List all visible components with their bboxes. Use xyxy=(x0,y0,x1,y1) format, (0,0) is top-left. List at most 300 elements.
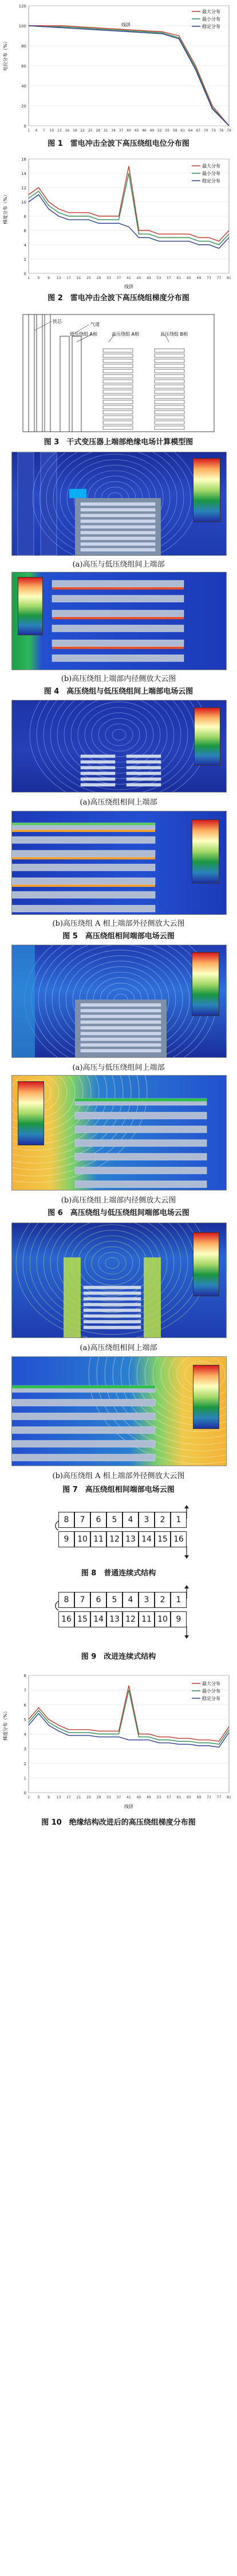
fig10-xtick-label: 45 xyxy=(136,1795,141,1799)
fig6a-color-legend xyxy=(192,952,219,1016)
fig2-xtick-label: 53 xyxy=(156,276,161,280)
equipotential-line xyxy=(105,724,133,746)
fig10-svg xyxy=(0,1670,237,1813)
winding-disc xyxy=(155,416,184,419)
winding-disc xyxy=(12,837,155,843)
fig2-ytick-label: 12 xyxy=(21,186,26,190)
winding-disc xyxy=(103,395,133,399)
winding-disc xyxy=(81,548,155,551)
fig3-label-hv-a: 高压绕组 A相 xyxy=(112,332,140,337)
high-field-band xyxy=(75,1098,207,1101)
fig10-ytick-label: 5 xyxy=(23,1717,26,1722)
fig1-xtick-label: 64 xyxy=(188,129,193,133)
fig2-xlabel: 线饼 xyxy=(124,284,133,289)
winding-disc xyxy=(84,1326,141,1329)
equipotential-line xyxy=(37,700,202,792)
winding-disc xyxy=(155,354,184,357)
fig3-diagram xyxy=(17,309,220,435)
winding-disc xyxy=(103,349,133,352)
equipotential-line xyxy=(78,702,160,767)
high-field-band xyxy=(12,885,155,887)
fig9-svg xyxy=(0,1584,237,1647)
fig1-xtick-label: 13 xyxy=(57,129,62,133)
winding-disc xyxy=(81,1044,161,1046)
winding-disc xyxy=(84,1303,141,1306)
winding-disc-number: 8 xyxy=(58,1592,74,1608)
winding-disc xyxy=(12,1454,155,1461)
equipotential-line xyxy=(98,718,140,751)
fig5a-field-plot xyxy=(11,700,227,793)
fig2-xtick-label: 37 xyxy=(116,276,121,280)
fig10-ytick-label: 4 xyxy=(23,1732,26,1737)
fig5-caption: 图 5 高压绕组相间端部电场云图 xyxy=(62,932,175,941)
winding-disc xyxy=(155,400,184,404)
winding-disc-number: 11 xyxy=(90,1531,106,1547)
winding-disc-number: 1 xyxy=(171,1592,187,1608)
fig10-ytick-label: 0 xyxy=(23,1791,26,1795)
fig7a-color-legend xyxy=(193,1232,219,1296)
winding-disc xyxy=(81,1049,161,1052)
fig1-xtick-label: 10 xyxy=(49,129,54,133)
fig1-ylabel: 电位分布（%） xyxy=(3,39,8,71)
fig2-xtick-label: 5 xyxy=(37,276,40,280)
fig1-xtick-label: 1 xyxy=(27,129,30,133)
fig10-legend-max: 最大分布 xyxy=(202,1681,220,1686)
fig7-caption: 图 7 高压绕组相间端部电场云图 xyxy=(62,1486,175,1494)
winding-disc xyxy=(81,508,155,511)
fig1-legend-min: 最小分布 xyxy=(202,17,220,22)
fig10-ytick-label: 1 xyxy=(23,1776,26,1781)
winding-disc-number: 6 xyxy=(90,1592,106,1608)
fig1-xtick-label: 19 xyxy=(72,129,77,133)
fig10-xtick-label: 33 xyxy=(106,1795,111,1799)
winding-disc xyxy=(52,595,184,602)
fig10-xtick-label: 9 xyxy=(48,1795,50,1799)
fig10-ytick-label: 8 xyxy=(23,1674,26,1678)
winding-disc xyxy=(75,1112,207,1119)
fig4a-field-plot xyxy=(11,452,227,556)
winding-disc-number: 8 xyxy=(58,1512,74,1528)
equipotential-line xyxy=(57,700,181,784)
fig10-xtick-label: 61 xyxy=(176,1795,181,1799)
fig1-xtick-label: 58 xyxy=(172,129,177,133)
fig2-xtick-label: 13 xyxy=(56,276,61,280)
fig2-ytick-label: 2 xyxy=(23,257,26,262)
winding-disc xyxy=(12,878,155,885)
winding-disc xyxy=(84,1309,141,1312)
fig1-ytick-label: 80 xyxy=(21,44,26,49)
fig4a-color-legend xyxy=(193,458,220,522)
fig8-diagram xyxy=(0,1504,237,1561)
winding-disc xyxy=(103,400,133,404)
winding-disc xyxy=(75,1153,207,1160)
equipotential-line xyxy=(23,1223,202,1335)
equipotential-line xyxy=(50,700,188,790)
fig10-xtick-label: 25 xyxy=(86,1795,91,1799)
fig2-ytick-label: 10 xyxy=(21,200,26,205)
fig10-xtick-label: 41 xyxy=(127,1795,131,1799)
fig10-xtick-label: 1 xyxy=(27,1795,30,1799)
fig3-label-core: 铁芯 xyxy=(53,319,62,324)
fig4a-subcaption: (a)高压与低压绕组间上端部 xyxy=(72,560,165,569)
fig2-xtick-label: 57 xyxy=(167,276,171,280)
fig1-ytick-label: 60 xyxy=(21,64,26,69)
fig10-xtick-label: 21 xyxy=(76,1795,81,1799)
fig1-xtick-label: 43 xyxy=(134,129,139,133)
winding-disc xyxy=(127,772,161,775)
fig10-xtick-label: 81 xyxy=(227,1795,231,1799)
fig1-xtick-label: 61 xyxy=(180,129,185,133)
fig3-label-duct: 气道 xyxy=(90,322,100,327)
winding-disc xyxy=(127,778,161,781)
winding-disc xyxy=(81,1038,161,1041)
fig1-legend xyxy=(192,9,220,29)
fig1-xtick-label: 40 xyxy=(127,129,131,133)
fig1-xtick-label: 79 xyxy=(227,129,231,133)
fig4b-svg xyxy=(12,572,226,670)
winding-disc xyxy=(127,761,161,763)
fig10-chart xyxy=(0,1670,237,1813)
equipotential-line xyxy=(92,713,147,757)
fig7b-subcaption: (b)高压绕组 A 相上端部外径侧放大云图 xyxy=(52,1472,185,1480)
fig1-ytick-label: 40 xyxy=(21,84,26,89)
winding-disc xyxy=(103,405,133,409)
high-field-band xyxy=(12,830,155,832)
winding-disc xyxy=(12,864,155,871)
winding-disc-number: 13 xyxy=(106,1611,123,1627)
fig5a-color-legend xyxy=(194,707,220,766)
winding-disc-number: 16 xyxy=(171,1531,187,1547)
winding-disc-number: 9 xyxy=(58,1531,74,1547)
fig9-diagram xyxy=(0,1584,237,1647)
fig8-caption: 图 8 普通连续式结构 xyxy=(81,1569,156,1578)
fig1-ytick-label: 120 xyxy=(18,4,26,9)
fig6-caption: 图 6 高压绕组与低压绕组间端部电场云图 xyxy=(48,1209,189,1217)
fig7b-field-plot xyxy=(11,1356,227,1466)
fig10-legend-min: 最小分布 xyxy=(202,1689,220,1694)
fig10-caption: 图 10 绝缘结构改进后的高压绕组梯度分布图 xyxy=(41,1818,196,1827)
fig2-svg xyxy=(0,153,237,290)
winding-disc xyxy=(12,1399,155,1406)
winding-disc-number: 5 xyxy=(106,1512,123,1528)
fig5b-subcaption: (b)高压绕组 A 相上端部外径侧放大云图 xyxy=(52,919,185,928)
winding-disc xyxy=(155,349,184,352)
winding-disc xyxy=(155,411,184,414)
fig2-caption: 图 2 雷电冲击全波下高压绕组梯度分布图 xyxy=(48,294,189,302)
winding-disc-number: 7 xyxy=(74,1512,90,1528)
winding-disc xyxy=(52,580,184,587)
equipotential-line xyxy=(37,1223,188,1324)
equipotential-line xyxy=(98,1252,126,1274)
fig1-xtick-label: 22 xyxy=(80,129,85,133)
winding-disc xyxy=(103,359,133,363)
winding-disc xyxy=(12,1413,155,1420)
equipotential-line xyxy=(30,1223,195,1329)
equipotential-line xyxy=(30,700,208,792)
high-field-band xyxy=(52,647,184,649)
winding-disc xyxy=(75,1126,207,1133)
fig7b-color-legend xyxy=(193,1365,219,1429)
high-field-band xyxy=(52,617,184,619)
fig4b-field-plot xyxy=(11,572,227,670)
winding-disc-number: 12 xyxy=(123,1611,139,1627)
fig1-xlabel: 线饼 xyxy=(121,22,131,27)
winding-disc xyxy=(155,390,184,393)
equipotential-line xyxy=(85,707,153,762)
fig2-xtick-label: 1 xyxy=(27,276,30,280)
fig3-caption: 图 3 干式变压器上端部绝缘电场计算模型图 xyxy=(44,438,193,447)
fig2-legend xyxy=(192,163,220,184)
winding-disc xyxy=(12,1440,155,1447)
fig2-ytick-label: 16 xyxy=(21,157,26,162)
fig6a-field-plot xyxy=(11,945,227,1058)
fig1-xtick-label: 70 xyxy=(203,129,208,133)
fig1-xtick-label: 46 xyxy=(142,129,147,133)
winding-disc-number: 15 xyxy=(155,1531,171,1547)
fig1-xtick-label: 55 xyxy=(165,129,170,133)
winding-disc xyxy=(81,543,155,546)
winding-disc xyxy=(155,395,184,399)
winding-disc xyxy=(81,1021,161,1024)
winding-disc xyxy=(103,421,133,424)
high-field-band xyxy=(52,587,184,590)
winding-disc-number: 12 xyxy=(106,1531,123,1547)
fig1-svg xyxy=(0,0,237,137)
winding-disc-number: 15 xyxy=(74,1611,90,1627)
fig10-xtick-label: 73 xyxy=(207,1795,211,1799)
winding-disc xyxy=(75,1167,207,1174)
fig1-xtick-label: 76 xyxy=(219,129,224,133)
winding-disc xyxy=(155,380,184,383)
winding-disc-number: 1 xyxy=(171,1512,187,1528)
fig5a-subcaption: (a)高压绕组相间上端部 xyxy=(80,798,157,807)
fig4-caption: 图 4 高压绕组与低压绕组间上端部电场云图 xyxy=(44,687,193,696)
fig2-xtick-label: 73 xyxy=(207,276,211,280)
fig10-xtick-label: 69 xyxy=(196,1795,202,1799)
fig2-xtick-label: 81 xyxy=(227,276,231,280)
high-field-band xyxy=(12,1385,155,1388)
fig10-ytick-label: 7 xyxy=(23,1688,26,1693)
fig6b-field-plot xyxy=(11,1075,227,1191)
fig2-xtick-label: 25 xyxy=(86,276,91,280)
fig1-xtick-label: 37 xyxy=(118,129,124,133)
winding-disc xyxy=(84,1286,141,1289)
fig8-svg xyxy=(0,1504,237,1561)
winding-disc-number: 3 xyxy=(139,1512,155,1528)
fig2-xtick-label: 21 xyxy=(76,276,81,280)
fig1-xtick-label: 52 xyxy=(157,129,162,133)
winding-disc xyxy=(103,390,133,393)
winding-disc xyxy=(84,1297,141,1300)
winding-disc xyxy=(81,503,155,505)
winding-disc xyxy=(81,755,115,758)
fig6b-color-legend xyxy=(18,1081,44,1145)
fig2-ytick-label: 0 xyxy=(23,272,26,276)
fig9-caption: 图 9 改进连续式结构 xyxy=(81,1653,156,1661)
winding-disc xyxy=(52,625,184,632)
winding-disc xyxy=(81,778,115,781)
winding-disc xyxy=(103,369,133,373)
fig1-xtick-label: 16 xyxy=(65,129,70,133)
fig1-ytick-label: 100 xyxy=(18,24,26,29)
winding-disc xyxy=(81,520,155,523)
fig2-xtick-label: 69 xyxy=(196,276,202,280)
fig10-xtick-label: 57 xyxy=(167,1795,171,1799)
winding-disc xyxy=(155,421,184,424)
winding-disc xyxy=(127,766,161,769)
winding-disc xyxy=(103,354,133,357)
winding-disc xyxy=(155,405,184,409)
winding-disc-number: 6 xyxy=(90,1512,106,1528)
winding-disc xyxy=(84,1320,141,1323)
fig4b-color-legend xyxy=(18,577,43,635)
fig2-xtick-label: 45 xyxy=(136,276,141,280)
fig2-xtick-label: 65 xyxy=(187,276,191,280)
winding-disc xyxy=(81,766,115,769)
fig10-ytick-label: 2 xyxy=(23,1761,26,1766)
winding-disc-number: 10 xyxy=(155,1611,171,1627)
winding-disc xyxy=(103,375,133,378)
fig6b-svg xyxy=(12,1076,226,1190)
winding-disc xyxy=(84,1292,141,1295)
winding-disc xyxy=(81,1015,161,1018)
winding-disc xyxy=(81,1032,161,1035)
fig10-legend xyxy=(192,1681,220,1701)
winding-disc xyxy=(155,369,184,373)
fig1-xtick-label: 25 xyxy=(88,129,93,133)
fig5b-color-legend xyxy=(192,819,219,883)
winding-disc xyxy=(81,1009,161,1012)
winding-disc xyxy=(81,1026,161,1029)
fig3-label-lv-a: 低压绕组 A相 xyxy=(70,332,98,337)
fig1-xtick-label: 34 xyxy=(111,129,116,133)
equipotential-line xyxy=(85,1241,140,1285)
winding-disc xyxy=(103,426,133,429)
fig10-xtick-label: 13 xyxy=(56,1795,61,1799)
fig2-ytick-label: 14 xyxy=(21,172,26,176)
fig7a-field-plot xyxy=(11,1223,227,1338)
winding-disc xyxy=(81,761,115,763)
fig1-xtick-label: 67 xyxy=(196,129,200,133)
fig2-xtick-label: 33 xyxy=(106,276,111,280)
equipotential-line xyxy=(78,1236,147,1291)
fig1-xtick-label: 49 xyxy=(149,129,155,133)
winding-disc xyxy=(81,772,115,775)
fig1-xtick-label: 28 xyxy=(96,129,100,133)
winding-disc xyxy=(12,891,155,898)
equipotential-line xyxy=(105,1257,119,1268)
winding-disc xyxy=(81,537,155,540)
fig1-ytick-label: 0 xyxy=(23,124,26,129)
winding-disc xyxy=(103,364,133,368)
winding-disc xyxy=(52,640,184,647)
fig2-xtick-label: 29 xyxy=(96,276,101,280)
fig10-xtick-label: 77 xyxy=(216,1795,222,1799)
winding-disc xyxy=(155,385,184,388)
winding-disc xyxy=(103,385,133,388)
fig10-ytick-label: 3 xyxy=(23,1747,26,1752)
winding-disc xyxy=(52,610,184,617)
winding-disc-number: 3 xyxy=(139,1592,155,1608)
winding-disc-number: 7 xyxy=(74,1592,90,1608)
fig2-legend-min: 最小分布 xyxy=(202,171,220,176)
fig10-xlabel: 线饼 xyxy=(124,1804,133,1809)
fig2-xtick-label: 61 xyxy=(176,276,181,280)
winding-disc xyxy=(103,380,133,383)
fig2-legend-stable: 稳定分布 xyxy=(202,178,220,184)
fig2-ylabel: 梯度分布（%） xyxy=(3,192,8,224)
fig6a-subcaption: (a)高压与低压绕组间上端部 xyxy=(72,1064,165,1072)
fig1-caption: 图 1 雷电冲击全波下高压绕组电位分布图 xyxy=(48,140,189,148)
fig1-ytick-label: 20 xyxy=(21,104,26,109)
fig1-xtick-label: 4 xyxy=(35,129,38,133)
fig3-label-hv-b: 高压绕组 B相 xyxy=(160,332,188,337)
winding-disc xyxy=(12,1427,155,1434)
winding-disc xyxy=(81,514,155,517)
winding-disc xyxy=(75,1181,207,1188)
fig2-chart xyxy=(0,153,237,290)
fig10-xtick-label: 5 xyxy=(37,1795,40,1799)
fig6b-subcaption: (b)高压绕组上端部内径侧放大云图 xyxy=(61,1196,176,1205)
winding-disc-number: 16 xyxy=(58,1611,74,1627)
winding-disc xyxy=(12,905,155,912)
fig2-xtick-label: 17 xyxy=(66,276,71,280)
high-field-band xyxy=(12,823,155,825)
winding-disc xyxy=(127,755,161,758)
fig5b-field-plot xyxy=(11,811,227,915)
winding-disc-number: 2 xyxy=(155,1592,171,1608)
winding-disc xyxy=(103,416,133,419)
fig10-xtick-label: 53 xyxy=(156,1795,161,1799)
fig1-chart xyxy=(0,0,237,137)
winding-disc-number: 13 xyxy=(123,1531,139,1547)
fig10-xtick-label: 37 xyxy=(116,1795,121,1799)
winding-disc xyxy=(81,531,155,534)
fig10-ytick-label: 6 xyxy=(23,1703,26,1708)
winding-disc-number: 4 xyxy=(123,1592,139,1608)
fig10-xtick-label: 29 xyxy=(96,1795,101,1799)
fig3-svg xyxy=(17,309,220,435)
fig1-xtick-label: 7 xyxy=(43,129,45,133)
winding-disc xyxy=(81,783,115,786)
equipotential-line xyxy=(112,729,126,740)
winding-disc-number: 5 xyxy=(106,1592,123,1608)
fig7a-subcaption: (a)高压绕组相间上端部 xyxy=(80,1344,157,1352)
winding-disc xyxy=(155,426,184,429)
winding-disc xyxy=(155,375,184,378)
fig2-xtick-label: 49 xyxy=(147,276,151,280)
winding-disc xyxy=(12,850,155,857)
fig2-ytick-label: 6 xyxy=(23,229,26,233)
fig1-xtick-label: 31 xyxy=(103,129,108,133)
winding-disc xyxy=(127,783,161,786)
winding-disc xyxy=(81,525,155,528)
winding-disc-number: 10 xyxy=(74,1531,90,1547)
fig10-legend-stable: 稳定分布 xyxy=(202,1696,220,1701)
winding-disc xyxy=(52,655,184,662)
winding-disc-number: 11 xyxy=(139,1611,155,1627)
fig2-xtick-label: 9 xyxy=(48,276,50,280)
fig2-ytick-label: 4 xyxy=(23,243,26,248)
fig10-xtick-label: 17 xyxy=(66,1795,71,1799)
high-field-band xyxy=(12,857,155,859)
fig1-xtick-label: 73 xyxy=(211,129,216,133)
equipotential-line xyxy=(92,1247,133,1280)
fig2-legend-max: 最大分布 xyxy=(202,164,220,169)
fig10-xtick-label: 65 xyxy=(187,1795,191,1799)
fig4b-subcaption: (b)高压绕组上端部内径侧放大云图 xyxy=(61,675,176,683)
winding-disc xyxy=(155,359,184,363)
